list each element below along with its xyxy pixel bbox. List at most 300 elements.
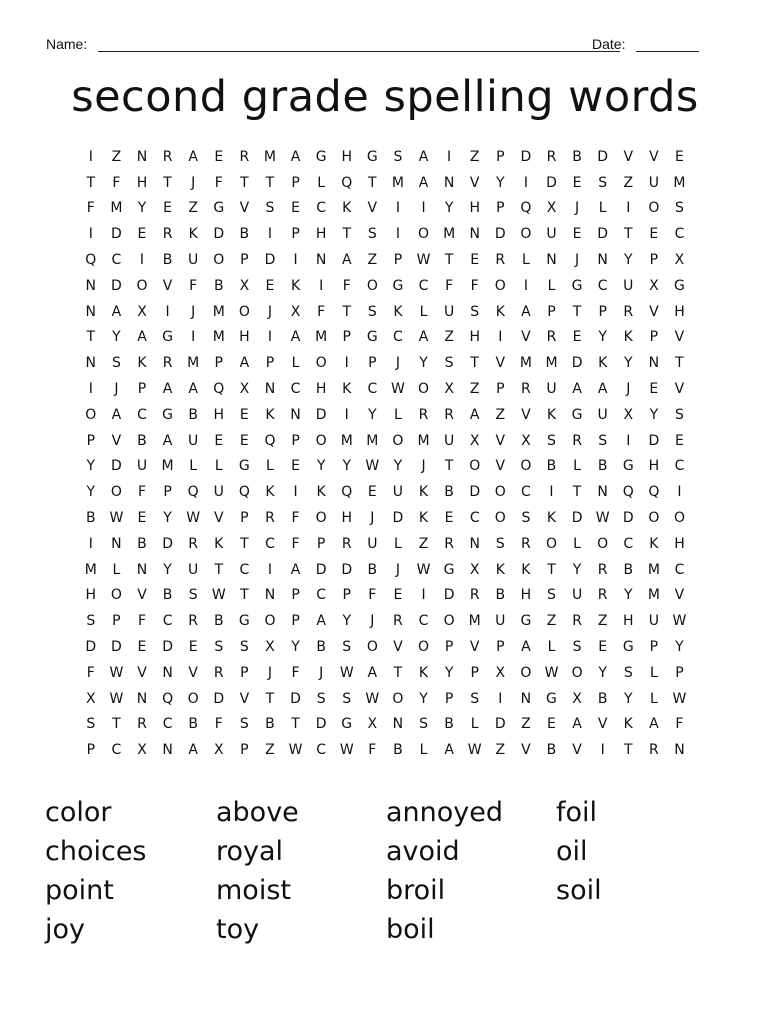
grid-letter[interactable]: C xyxy=(418,277,429,294)
grid-letter[interactable]: B xyxy=(572,148,582,165)
grid-letter[interactable]: E xyxy=(239,432,249,449)
grid-letter[interactable]: A xyxy=(521,639,531,656)
grid-letter[interactable]: C xyxy=(316,587,327,604)
grid-letter[interactable]: S xyxy=(572,639,582,656)
grid-letter[interactable]: N xyxy=(111,535,122,552)
grid-letter[interactable]: H xyxy=(648,458,660,475)
grid-letter[interactable]: S xyxy=(444,355,454,372)
grid-letter[interactable]: Y xyxy=(137,200,147,217)
grid-letter[interactable]: R xyxy=(265,510,275,527)
grid-letter[interactable]: M xyxy=(443,226,456,243)
grid-letter[interactable]: P xyxy=(316,535,326,552)
grid-letter[interactable]: N xyxy=(597,252,608,269)
grid-letter[interactable]: M xyxy=(340,432,353,449)
grid-letter[interactable]: R xyxy=(597,561,608,578)
grid-letter[interactable]: O xyxy=(443,613,455,630)
grid-letter[interactable]: S xyxy=(598,174,608,191)
grid-letter[interactable]: P xyxy=(649,252,659,269)
grid-letter[interactable]: F xyxy=(317,303,326,320)
grid-letter[interactable]: A xyxy=(341,252,352,269)
grid-letter[interactable]: B xyxy=(444,716,454,733)
grid-letter[interactable]: C xyxy=(162,613,173,630)
grid-letter[interactable]: M xyxy=(417,432,430,449)
grid-letter[interactable]: J xyxy=(370,613,375,630)
grid-letter[interactable]: U xyxy=(546,226,557,243)
grid-letter[interactable]: X xyxy=(469,432,480,449)
grid-letter[interactable]: I xyxy=(498,690,503,707)
grid-letter[interactable]: I xyxy=(523,277,528,294)
grid-letter[interactable]: K xyxy=(495,561,505,578)
grid-letter[interactable]: O xyxy=(545,535,557,552)
grid-letter[interactable]: L xyxy=(573,535,581,552)
grid-letter[interactable]: M xyxy=(110,200,123,217)
grid-letter[interactable]: P xyxy=(496,639,505,656)
grid-letter[interactable]: D xyxy=(162,639,173,656)
grid-letter[interactable]: W xyxy=(211,587,226,604)
grid-letter[interactable]: R xyxy=(137,716,147,733)
grid-letter[interactable]: Y xyxy=(623,252,633,269)
grid-letter[interactable]: H xyxy=(520,587,532,604)
grid-letter[interactable]: I xyxy=(626,432,631,449)
grid-letter[interactable]: X xyxy=(290,303,301,320)
grid-letter[interactable]: A xyxy=(137,329,147,346)
grid-letter[interactable]: H xyxy=(341,510,352,527)
grid-letter[interactable]: W xyxy=(288,742,303,759)
grid-letter[interactable]: Y xyxy=(598,329,607,346)
grid-letter[interactable]: X xyxy=(239,381,250,398)
grid-letter[interactable]: L xyxy=(649,690,658,707)
grid-letter[interactable]: T xyxy=(444,458,454,475)
grid-letter[interactable]: Q xyxy=(85,252,97,269)
grid-letter[interactable]: G xyxy=(546,690,557,707)
grid-letter[interactable]: Y xyxy=(444,664,454,681)
grid-letter[interactable]: T xyxy=(163,174,172,191)
grid-letter[interactable]: A xyxy=(111,303,122,320)
grid-letter[interactable]: N xyxy=(315,252,327,269)
grid-letter[interactable]: Q xyxy=(520,200,532,217)
grid-letter[interactable]: T xyxy=(675,355,684,372)
grid-letter[interactable]: A xyxy=(316,613,326,630)
grid-letter[interactable]: M xyxy=(647,561,660,578)
grid-letter[interactable]: C xyxy=(469,510,480,527)
grid-letter[interactable]: O xyxy=(418,226,430,243)
grid-letter[interactable]: S xyxy=(393,148,403,165)
grid-letter[interactable]: C xyxy=(393,329,403,346)
grid-letter[interactable]: U xyxy=(597,406,608,423)
grid-letter[interactable]: A xyxy=(188,742,198,759)
grid-letter[interactable]: K xyxy=(418,664,429,681)
grid-letter[interactable]: H xyxy=(674,535,685,552)
grid-letter[interactable]: O xyxy=(136,277,148,294)
grid-letter[interactable]: N xyxy=(520,690,532,707)
grid-letter[interactable]: E xyxy=(137,510,147,527)
grid-letter[interactable]: U xyxy=(443,303,455,320)
grid-letter[interactable]: M xyxy=(366,432,379,449)
grid-letter[interactable]: K xyxy=(521,561,531,578)
grid-letter[interactable]: X xyxy=(367,716,378,733)
grid-letter[interactable]: I xyxy=(319,277,324,294)
grid-letter[interactable]: C xyxy=(265,535,275,552)
grid-letter[interactable]: A xyxy=(597,381,608,398)
grid-letter[interactable]: O xyxy=(494,510,506,527)
grid-letter[interactable]: E xyxy=(572,174,582,191)
grid-letter[interactable]: R xyxy=(521,381,531,398)
grid-letter[interactable]: T xyxy=(572,484,582,501)
grid-letter[interactable]: Y xyxy=(342,613,352,630)
grid-letter[interactable]: B xyxy=(623,561,634,578)
grid-letter[interactable]: P xyxy=(291,432,300,449)
grid-letter[interactable]: U xyxy=(213,484,224,501)
grid-letter[interactable]: G xyxy=(443,561,455,578)
grid-letter[interactable]: D xyxy=(443,587,455,604)
grid-letter[interactable]: J xyxy=(395,355,400,372)
grid-letter[interactable]: B xyxy=(188,716,198,733)
grid-letter[interactable]: B xyxy=(85,510,96,527)
grid-letter[interactable]: G xyxy=(315,148,327,165)
grid-letter[interactable]: E xyxy=(291,458,300,475)
grid-letter[interactable]: F xyxy=(291,664,300,681)
grid-letter[interactable]: V xyxy=(674,329,685,346)
grid-letter[interactable]: I xyxy=(421,200,426,217)
grid-letter[interactable]: A xyxy=(239,355,250,372)
grid-letter[interactable]: F xyxy=(291,535,300,552)
grid-letter[interactable]: M xyxy=(647,587,660,604)
grid-letter[interactable]: Q xyxy=(648,484,660,501)
grid-letter[interactable]: F xyxy=(137,484,147,501)
grid-letter[interactable]: O xyxy=(673,510,685,527)
grid-letter[interactable]: P xyxy=(137,381,147,398)
grid-letter[interactable]: C xyxy=(111,252,122,269)
grid-letter[interactable]: C xyxy=(162,716,173,733)
grid-letter[interactable]: P xyxy=(86,432,96,449)
grid-letter[interactable]: S xyxy=(419,716,428,733)
grid-letter[interactable]: D xyxy=(341,561,353,578)
grid-letter[interactable]: J xyxy=(626,381,631,398)
grid-letter[interactable]: F xyxy=(445,277,454,294)
grid-letter[interactable]: C xyxy=(674,226,685,243)
grid-letter[interactable]: U xyxy=(367,535,378,552)
grid-letter[interactable]: F xyxy=(368,742,377,759)
grid-letter[interactable]: T xyxy=(393,664,403,681)
grid-letter[interactable]: Z xyxy=(495,406,506,423)
grid-letter[interactable]: L xyxy=(266,458,274,475)
grid-letter[interactable]: O xyxy=(648,200,660,217)
grid-letter[interactable]: F xyxy=(112,174,121,191)
grid-letter[interactable]: P xyxy=(444,639,454,656)
grid-letter[interactable]: E xyxy=(649,226,659,243)
grid-letter[interactable]: J xyxy=(370,510,375,527)
grid-letter[interactable]: P xyxy=(649,639,659,656)
grid-letter[interactable]: F xyxy=(214,174,223,191)
grid-letter[interactable]: A xyxy=(162,432,173,449)
grid-letter[interactable]: S xyxy=(239,639,249,656)
grid-letter[interactable]: D xyxy=(315,561,327,578)
grid-letter[interactable]: B xyxy=(316,639,326,656)
grid-letter[interactable]: X xyxy=(495,664,506,681)
grid-letter[interactable]: K xyxy=(265,406,275,423)
grid-letter[interactable]: M xyxy=(187,355,200,372)
grid-letter[interactable]: I xyxy=(267,329,273,346)
grid-letter[interactable]: N xyxy=(648,355,660,372)
grid-letter[interactable]: P xyxy=(444,690,454,707)
grid-letter[interactable]: W xyxy=(672,613,687,630)
grid-letter[interactable]: S xyxy=(342,639,352,656)
grid-letter[interactable]: U xyxy=(392,484,404,501)
grid-letter[interactable]: V xyxy=(188,664,198,681)
grid-letter[interactable]: A xyxy=(111,406,122,423)
grid-letter[interactable]: P xyxy=(214,355,223,372)
grid-letter[interactable]: Z xyxy=(469,381,480,398)
grid-letter[interactable]: K xyxy=(342,381,352,398)
grid-letter[interactable]: N xyxy=(162,664,173,681)
grid-letter[interactable]: Y xyxy=(316,458,326,475)
grid-letter[interactable]: R xyxy=(521,535,531,552)
grid-letter[interactable]: I xyxy=(523,174,528,191)
grid-letter[interactable]: P xyxy=(240,510,249,527)
grid-letter[interactable]: E xyxy=(598,639,608,656)
grid-letter[interactable]: W xyxy=(365,690,380,707)
grid-letter[interactable]: L xyxy=(598,200,607,217)
grid-letter[interactable]: V xyxy=(495,355,506,372)
grid-letter[interactable]: W xyxy=(109,510,124,527)
grid-letter[interactable]: B xyxy=(137,535,147,552)
grid-letter[interactable]: E xyxy=(367,484,377,501)
grid-letter[interactable]: W xyxy=(544,664,559,681)
grid-letter[interactable]: I xyxy=(267,226,273,243)
grid-letter[interactable]: R xyxy=(341,535,352,552)
grid-letter[interactable]: S xyxy=(623,664,633,681)
grid-letter[interactable]: Y xyxy=(163,561,172,578)
grid-letter[interactable]: Z xyxy=(444,329,454,346)
grid-letter[interactable]: C xyxy=(597,277,608,294)
grid-letter[interactable]: G xyxy=(238,613,250,630)
grid-letter[interactable]: F xyxy=(368,587,377,604)
grid-letter[interactable]: L xyxy=(470,716,479,733)
grid-letter[interactable]: I xyxy=(395,226,400,243)
grid-letter[interactable]: J xyxy=(191,174,196,191)
grid-letter[interactable]: F xyxy=(86,664,95,681)
grid-letter[interactable]: X xyxy=(265,639,275,656)
grid-letter[interactable]: I xyxy=(498,329,503,346)
grid-letter[interactable]: E xyxy=(291,200,300,217)
grid-letter[interactable]: J xyxy=(421,458,426,475)
grid-letter[interactable]: V xyxy=(213,510,224,527)
grid-letter[interactable]: K xyxy=(598,355,608,372)
grid-letter[interactable]: K xyxy=(265,484,275,501)
grid-letter[interactable]: L xyxy=(394,406,402,423)
grid-letter[interactable]: M xyxy=(263,148,276,165)
grid-letter[interactable]: O xyxy=(315,510,327,527)
grid-letter[interactable]: H xyxy=(469,329,480,346)
grid-letter[interactable]: S xyxy=(367,303,377,320)
grid-letter[interactable]: D xyxy=(315,716,327,733)
grid-letter[interactable]: B xyxy=(239,226,250,243)
grid-letter[interactable]: I xyxy=(139,252,145,269)
grid-letter[interactable]: W xyxy=(391,381,405,398)
grid-letter[interactable]: U xyxy=(546,381,557,398)
grid-letter[interactable]: G xyxy=(341,716,353,733)
grid-letter[interactable]: A xyxy=(418,174,429,191)
grid-letter[interactable]: O xyxy=(392,432,404,449)
grid-letter[interactable]: M xyxy=(391,174,404,191)
grid-letter[interactable]: F xyxy=(86,200,95,217)
grid-letter[interactable]: V xyxy=(649,303,659,320)
grid-letter[interactable]: B xyxy=(213,277,224,294)
grid-letter[interactable]: O xyxy=(366,639,378,656)
grid-letter[interactable]: Y xyxy=(675,639,684,656)
grid-letter[interactable]: W xyxy=(339,742,354,759)
grid-letter[interactable]: N xyxy=(392,716,404,733)
grid-letter[interactable]: G xyxy=(392,277,404,294)
grid-letter[interactable]: E xyxy=(214,148,224,165)
grid-letter[interactable]: X xyxy=(521,432,531,449)
grid-letter[interactable]: L xyxy=(112,561,121,578)
grid-letter[interactable]: T xyxy=(240,535,249,552)
grid-letter[interactable]: Y xyxy=(623,690,633,707)
grid-letter[interactable]: Y xyxy=(112,329,121,346)
grid-letter[interactable]: L xyxy=(317,174,326,191)
grid-letter[interactable]: S xyxy=(470,690,480,707)
grid-letter[interactable]: H xyxy=(213,406,225,423)
grid-letter[interactable]: B xyxy=(367,561,378,578)
grid-letter[interactable]: Y xyxy=(598,664,607,681)
grid-letter[interactable]: Y xyxy=(342,458,352,475)
grid-letter[interactable]: D xyxy=(213,226,225,243)
grid-letter[interactable]: R xyxy=(546,148,557,165)
grid-letter[interactable]: Y xyxy=(86,484,96,501)
grid-letter[interactable]: S xyxy=(214,639,224,656)
grid-letter[interactable]: L xyxy=(419,303,428,320)
grid-letter[interactable]: E xyxy=(675,432,684,449)
grid-letter[interactable]: A xyxy=(521,303,531,320)
grid-letter[interactable]: E xyxy=(547,716,556,733)
grid-letter[interactable]: Y xyxy=(163,510,172,527)
grid-letter[interactable]: H xyxy=(315,226,327,243)
grid-letter[interactable]: J xyxy=(575,200,580,217)
grid-letter[interactable]: E xyxy=(214,432,224,449)
grid-letter[interactable]: P xyxy=(496,200,505,217)
grid-letter[interactable]: T xyxy=(86,329,96,346)
grid-letter[interactable]: J xyxy=(114,381,119,398)
grid-letter[interactable]: X xyxy=(86,690,96,707)
grid-letter[interactable]: P xyxy=(496,148,505,165)
grid-letter[interactable]: Q xyxy=(213,381,225,398)
grid-letter[interactable]: R xyxy=(444,535,454,552)
grid-letter[interactable]: B xyxy=(213,613,224,630)
grid-letter[interactable]: F xyxy=(675,716,684,733)
grid-letter[interactable]: R xyxy=(162,355,173,372)
grid-letter[interactable]: U xyxy=(188,432,199,449)
grid-letter[interactable]: L xyxy=(291,355,300,372)
grid-letter[interactable]: O xyxy=(85,406,97,423)
grid-letter[interactable]: Z xyxy=(188,200,198,217)
grid-letter[interactable]: D xyxy=(546,174,557,191)
grid-letter[interactable]: X xyxy=(137,303,147,320)
grid-letter[interactable]: Z xyxy=(623,174,634,191)
grid-letter[interactable]: R xyxy=(188,535,199,552)
grid-letter[interactable]: K xyxy=(137,355,147,372)
grid-letter[interactable]: X xyxy=(469,561,480,578)
grid-letter[interactable]: I xyxy=(293,252,298,269)
grid-letter[interactable]: E xyxy=(137,226,147,243)
grid-letter[interactable]: X xyxy=(239,277,250,294)
grid-letter[interactable]: S xyxy=(86,716,96,733)
grid-letter[interactable]: C xyxy=(418,613,429,630)
grid-letter[interactable]: H xyxy=(469,200,480,217)
grid-letter[interactable]: L xyxy=(394,535,402,552)
grid-letter[interactable]: H xyxy=(623,613,634,630)
grid-letter[interactable]: H xyxy=(85,587,97,604)
grid-letter[interactable]: P xyxy=(240,664,249,681)
grid-letter[interactable]: K xyxy=(649,535,659,552)
grid-letter[interactable]: D xyxy=(469,484,481,501)
grid-letter[interactable]: Q xyxy=(162,690,174,707)
grid-letter[interactable]: P xyxy=(86,742,96,759)
grid-letter[interactable]: P xyxy=(393,252,403,269)
grid-letter[interactable]: T xyxy=(342,303,352,320)
grid-letter[interactable]: F xyxy=(189,277,198,294)
grid-letter[interactable]: P xyxy=(342,587,351,604)
grid-letter[interactable]: L xyxy=(547,639,556,656)
grid-letter[interactable]: S xyxy=(265,200,275,217)
grid-letter[interactable]: C xyxy=(367,381,378,398)
grid-letter[interactable]: Z xyxy=(495,742,506,759)
grid-letter[interactable]: N xyxy=(85,277,97,294)
grid-letter[interactable]: A xyxy=(188,148,198,165)
grid-letter[interactable]: R xyxy=(572,432,582,449)
grid-letter[interactable]: Y xyxy=(623,587,633,604)
grid-letter[interactable]: A xyxy=(444,742,454,759)
grid-letter[interactable]: N xyxy=(546,252,557,269)
grid-letter[interactable]: B xyxy=(597,458,608,475)
grid-letter[interactable]: O xyxy=(597,535,609,552)
grid-letter[interactable]: N xyxy=(290,406,301,423)
grid-letter[interactable]: P xyxy=(598,303,607,320)
grid-letter[interactable]: V xyxy=(469,174,480,191)
grid-letter[interactable]: O xyxy=(315,432,327,449)
grid-letter[interactable]: O xyxy=(110,484,122,501)
grid-letter[interactable]: R xyxy=(162,148,173,165)
grid-letter[interactable]: U xyxy=(495,613,506,630)
grid-letter[interactable]: D xyxy=(571,510,583,527)
grid-letter[interactable]: M xyxy=(673,174,686,191)
grid-letter[interactable]: M xyxy=(545,355,558,372)
grid-letter[interactable]: E xyxy=(393,587,403,604)
grid-letter[interactable]: D xyxy=(494,716,506,733)
grid-letter[interactable]: P xyxy=(265,355,275,372)
grid-letter[interactable]: U xyxy=(571,587,583,604)
grid-letter[interactable]: V xyxy=(162,277,173,294)
grid-letter[interactable]: L xyxy=(189,458,198,475)
grid-letter[interactable]: I xyxy=(293,484,298,501)
grid-letter[interactable]: M xyxy=(212,329,225,346)
grid-letter[interactable]: V xyxy=(111,432,122,449)
grid-letter[interactable]: J xyxy=(267,303,273,320)
grid-letter[interactable]: R xyxy=(162,226,173,243)
grid-letter[interactable]: Q xyxy=(238,484,250,501)
grid-letter[interactable]: I xyxy=(267,561,273,578)
grid-letter[interactable]: A xyxy=(367,664,378,681)
grid-letter[interactable]: T xyxy=(470,355,479,372)
grid-letter[interactable]: J xyxy=(319,664,324,681)
grid-letter[interactable]: V xyxy=(137,664,147,681)
grid-letter[interactable]: N xyxy=(597,484,608,501)
grid-letter[interactable]: X xyxy=(674,252,685,269)
grid-letter[interactable]: Y xyxy=(649,406,659,423)
grid-letter[interactable]: V xyxy=(239,200,250,217)
grid-letter[interactable]: R xyxy=(213,664,224,681)
grid-letter[interactable]: V xyxy=(137,587,147,604)
